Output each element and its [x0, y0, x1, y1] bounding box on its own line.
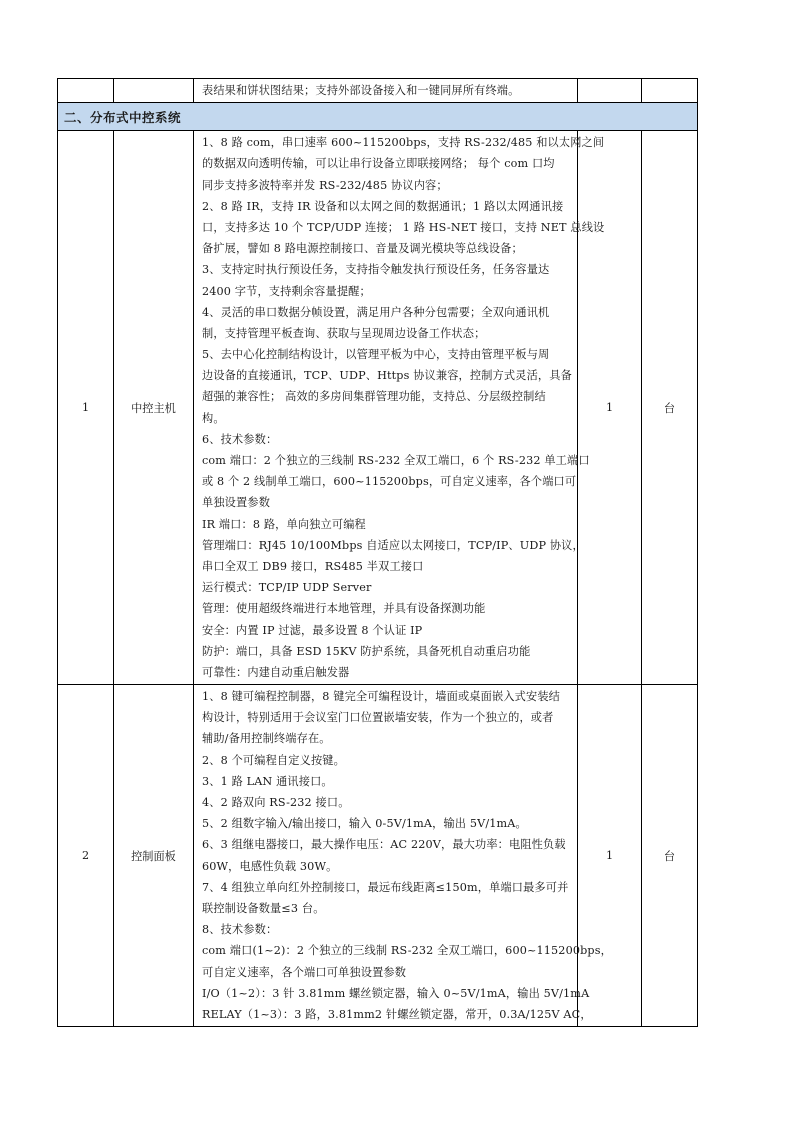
- description-line: 2400 字节，支持剩余容量提醒；: [202, 284, 371, 298]
- cell-qty: 1: [578, 131, 642, 685]
- table-row-item-2: [58, 685, 698, 1027]
- description-line: 1、8 路 com，串口速率 600~115200bps，支持 RS-232/485 和以太网之间: [202, 136, 605, 150]
- description-line: RELAY（1~3）：3 路，3.81mm2 针螺丝锁定器，常开，0.3A/125V AC，: [202, 1007, 592, 1021]
- description-line: 构。: [202, 411, 225, 425]
- cell-name: 控制面板: [114, 685, 194, 1027]
- description-line: 8、技术参数：: [202, 923, 278, 937]
- cell-no: 2: [58, 685, 114, 1027]
- description-line: 5、去中心化控制结构设计，以管理平板为中心，支持由管理平板与周: [202, 348, 550, 362]
- description-line: 2、8 路 IR，支持 IR 设备和以太网之间的数据通讯；1 路以太网通讯接: [202, 199, 564, 213]
- description-line: IR 端口：8 路，单向独立可编程: [202, 517, 366, 531]
- table-row-continuation: [58, 79, 698, 103]
- cell-name: [114, 79, 194, 103]
- description-line: 超强的兼容性； 高效的多房间集群管理功能，支持总、分层级控制结: [202, 390, 546, 404]
- cell-no: 1: [58, 131, 114, 685]
- cell-description: [194, 131, 605, 685]
- description-line: 3、支持定时执行预设任务，支持指令触发执行预设任务，任务容量达: [202, 263, 550, 277]
- description-line: 可自定义速率，各个端口可单独设置参数: [202, 965, 407, 979]
- description-line: 防护：端口，具备 ESD 15KV 防护系统，具备死机自动重启功能: [202, 644, 531, 658]
- description-line: 2、8 个可编程自定义按键。: [202, 753, 345, 767]
- cell-unit: 台: [642, 685, 698, 1027]
- description-line: 管理端口：RJ45 10/100Mbps 自适应以太网接口，TCP/IP、UDP 协议，: [202, 538, 584, 552]
- cell-name: 中控主机: [114, 131, 194, 685]
- spec-table: [57, 78, 698, 1027]
- description-line: 5、2 组数字输入/输出接口，输入 0-5V/1mA，输出 5V/1mA。: [202, 817, 527, 831]
- description-line: 辅助/备用控制终端存在。: [202, 732, 331, 746]
- cell-unit: 台: [642, 131, 698, 685]
- description-line: 6、技术参数：: [202, 432, 278, 446]
- description-line: I/O（1~2）：3 针 3.81mm 螺丝锁定器，输入 0~5V/1mA，输出 5V/1mA: [202, 986, 590, 1000]
- description-line: 1、8 键可编程控制器，8 键完全可编程设计，墙面或桌面嵌入式安装结: [202, 690, 561, 704]
- description-line: 运行模式：TCP/IP UDP Server: [202, 581, 372, 595]
- description-line: 3、1 路 LAN 通讯接口。: [202, 774, 333, 788]
- description-line: 4、2 路双向 RS-232 接口。: [202, 796, 350, 809]
- description-line: 备扩展，譬如 8 路电源控制接口、音量及调光模块等总线设备；: [202, 242, 523, 256]
- description-line: com 端口：2 个独立的三线制 RS-232 全双工端口，6 个 RS-232 单工端口: [202, 454, 590, 467]
- description-line: 制，支持管理平板查询、获取与呈现周边设备工作状态；: [202, 326, 486, 340]
- description-line: 表结果和饼状图结果；支持外部设备接入和一键同屏所有终端。: [202, 84, 520, 97]
- cell-description: [194, 79, 578, 103]
- description-line: 的数据双向透明传输，可以让串行设备立即联接网络； 每个 com 口均: [202, 157, 555, 171]
- spec-sheet: [57, 78, 697, 1027]
- section-title: 二、分布式中控系统: [58, 103, 698, 131]
- cell-unit: [642, 79, 698, 103]
- description-line: com 端口(1~2)：2 个独立的三线制 RS-232 全双工端口，600~115200bps，: [202, 944, 612, 958]
- description-line: 或 8 个 2 线制单工端口，600~115200bps，可自定义速率，各个端口可: [202, 475, 577, 489]
- description-line: 6、3 组继电器接口，最大操作电压：AC 220V，最大功率：电阻性负载: [202, 838, 566, 852]
- description-line: 联控制设备数量≤3 台。: [202, 901, 325, 915]
- description-line: 口，支持多达 10 个 TCP/UDP 连接； 1 路 HS-NET 接口，支持 NET 总线设: [202, 220, 605, 234]
- description-line: 安全：内置 IP 过滤，最多设置 8 个认证 IP: [202, 623, 423, 637]
- cell-qty: 1: [578, 685, 642, 1027]
- description-line: 单独设置参数: [202, 496, 271, 510]
- description-line: 边设备的直接通讯，TCP、UDP、Https 协议兼容，控制方式灵活，具备: [202, 369, 572, 383]
- description-line: 串口全双工 DB9 接口，RS485 半双工接口: [202, 559, 424, 573]
- description-line: 构设计，特别适用于会议室门口位置嵌墙安装，作为一个独立的，或者: [202, 711, 554, 725]
- description-line: 60W，电感性负载 30W。: [202, 859, 338, 873]
- description-line: 管理：使用超级终端进行本地管理，并具有设备探测功能: [202, 602, 486, 616]
- description-line: 4、灵活的串口数据分帧设置，满足用户各种分包需要；全双向通讯机: [202, 305, 550, 319]
- cell-description: [194, 685, 612, 1027]
- description-line: 7、4 组独立单向红外控制接口，最远布线距离≤150m，单端口最多可并: [202, 880, 569, 894]
- description-line: 同步支持多波特率并发 RS-232/485 协议内容；: [202, 178, 448, 192]
- cell-no: [58, 79, 114, 103]
- section-header-row: [58, 103, 698, 131]
- cell-qty: [578, 79, 642, 103]
- description-line: 可靠性：内建自动重启触发器: [202, 665, 350, 679]
- table-row-item-1: [58, 131, 698, 685]
